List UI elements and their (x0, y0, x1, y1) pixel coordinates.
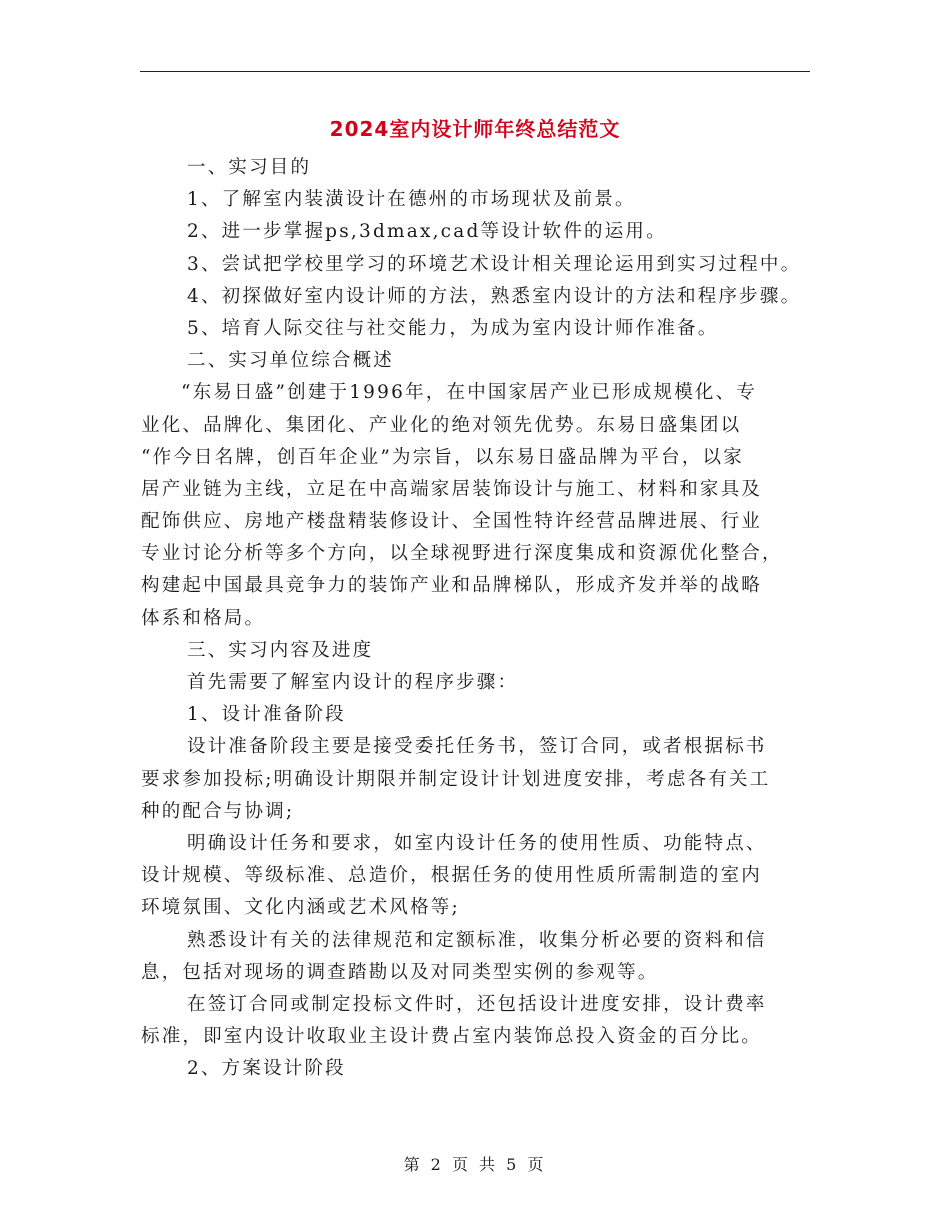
paragraph-line: 明确设计任务和要求，如室内设计任务的使用性质、功能特点、 (187, 832, 767, 854)
subheading-line: 2、方案设计阶段 (187, 1058, 346, 1080)
heading-line: 三、实习内容及进度 (187, 639, 374, 661)
paragraph-line: 熟悉设计有关的法律规范和定额标准，收集分析必要的资料和信 (187, 929, 767, 951)
page-number: 第 2 页 共 5 页 (403, 1155, 547, 1174)
paragraph-line: 构建起中国最具竞争力的装饰产业和品牌梯队，形成齐发并举的战略 (141, 575, 763, 597)
heading-line: 二、实习单位综合概述 (187, 350, 395, 372)
document-body (141, 152, 821, 1085)
paragraph-line: 业化、品牌化、集团化、产业化的绝对领先优势。东易日盛集团以 (141, 414, 742, 436)
list-item: 5、培育人际交往与社交能力，为成为室内设计师作准备。 (187, 317, 719, 339)
paragraph-line: 息，包括对现场的调查踏勘以及对同类型实例的参观等。 (141, 961, 659, 983)
paragraph-line: 配饰供应、房地产楼盘精装修设计、全国性特许经营品牌进展、行业 (141, 511, 763, 533)
document-title: 2024室内设计师年终总结范文 (329, 117, 621, 141)
paragraph-line: “作今日名牌，创百年企业”为宗旨，以东易日盛品牌为平台，以家 (141, 446, 744, 468)
paragraph-line: 标准，即室内设计收取业主设计费占室内装饰总投入资金的百分比。 (141, 1026, 763, 1048)
paragraph-line: 首先需要了解室内设计的程序步骤： (187, 672, 519, 693)
paragraph-line: 体系和格局。 (141, 607, 266, 629)
paragraph-line: 要求参加投标;明确设计期限并制定设计计划进度安排，考虑各有关工 (141, 768, 771, 790)
header-rule (140, 71, 810, 72)
list-item: 2、进一步掌握ps,3dmax,cad等设计软件的运用。 (187, 221, 667, 243)
paragraph-line: 专业讨论分析等多个方向，以全球视野进行深度集成和资源优化整合， (141, 543, 783, 565)
subheading-line: 1、设计准备阶段 (187, 704, 346, 726)
paragraph-line: 环境氛围、文化内涵或艺术风格等; (141, 897, 460, 919)
list-item: 3、尝试把学校里学习的环境艺术设计相关理论运用到实习过程中。 (187, 253, 802, 275)
paragraph-line: “东易日盛”创建于1996年，在中国家居产业已形成规模化、专 (181, 382, 757, 404)
list-item: 4、初探做好室内设计师的方法，熟悉室内设计的方法和程序步骤。 (187, 285, 802, 307)
paragraph-line: 在签订合同或制定投标文件时，还包括设计进度安排，设计费率 (187, 993, 767, 1015)
paragraph-line: 种的配合与协调; (141, 800, 295, 822)
list-item: 1、了解室内装潢设计在德州的市场现状及前景。 (187, 189, 636, 211)
paragraph-line: 设计规模、等级标准、总造价，根据任务的使用性质所需制造的室内 (141, 865, 763, 887)
paragraph-line: 设计准备阶段主要是接受委托任务书，签订合同，或者根据标书 (187, 736, 767, 758)
heading-line: 一、实习目的 (187, 157, 312, 178)
paragraph-line: 居产业链为主线，立足在中高端家居装饰设计与施工、材料和家具及 (141, 478, 763, 500)
